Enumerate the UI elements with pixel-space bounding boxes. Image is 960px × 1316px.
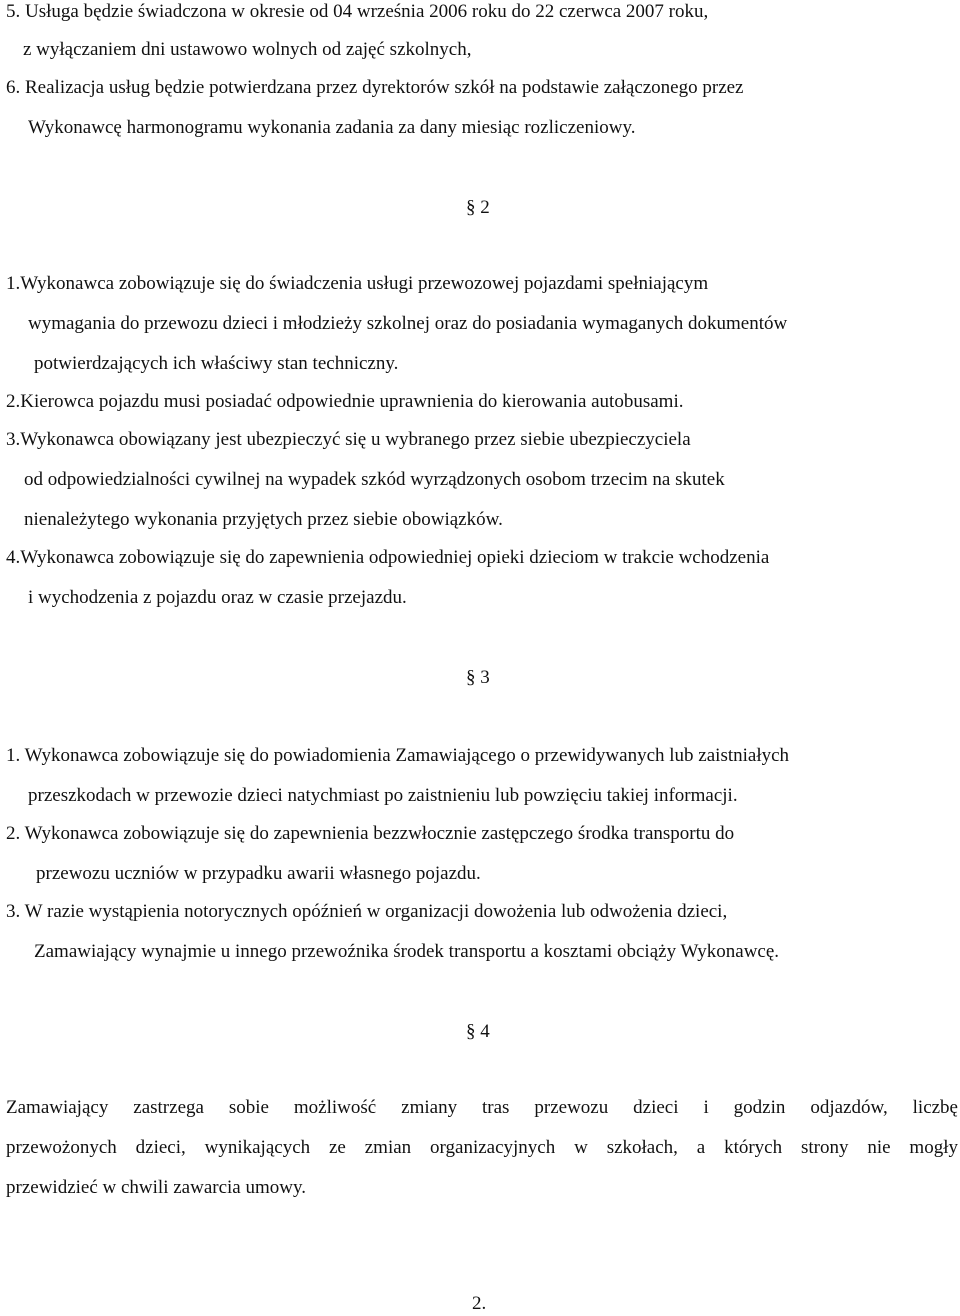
section-3-heading: § 3 [466,667,490,688]
section-4-heading: § 4 [466,1021,490,1042]
item-6-line-1: 6. Realizacja usług będzie potwierdzana przez dyrektorów szkół na podstawie załączonego przez [6,77,744,98]
section-4-line-2: przewożonych dzieci, wynikających ze zmian organizacyjnych w szkołach, a których strony nie mogły [6,1137,958,1158]
section-2-point-3-line-3: nienależytego wykonania przyjętych przez siebie obowiązków. [24,509,503,530]
section-2-point-4-line-1: 4.Wykonawca zobowiązuje się do zapewnienia odpowiedniej opieki dzieciom w trakcie wchodzenia [6,547,770,568]
section-4-line-1: Zamawiający zastrzega sobie możliwość zmiany tras przewozu dzieci i godzin odjazdów, liczbę [6,1097,958,1118]
section-3-point-1-line-2: przeszkodach w przewozie dzieci natychmiast po zaistnieniu lub powzięciu takiej informacji. [28,785,738,806]
page-number: 2. [472,1293,487,1314]
section-2-point-1-line-2: wymagania do przewozu dzieci i młodzieży szkolnej oraz do posiadania wymaganych dokumentów [28,313,788,334]
section-3-point-2-line-2: przewozu uczniów w przypadku awarii własnego pojazdu. [36,863,481,884]
section-2-point-4-line-2: i wychodzenia z pojazdu oraz w czasie przejazdu. [28,587,407,608]
section-2-point-2-line-1: 2.Kierowca pojazdu musi posiadać odpowiednie uprawnienia do kierowania autobusami. [6,391,684,412]
section-2-point-3-line-1: 3.Wykonawca obowiązany jest ubezpieczyć się u wybranego przez siebie ubezpieczyciela [6,429,691,450]
section-3-point-3-line-1: 3. W razie wystąpienia notorycznych opóźnień w organizacji dowożenia lub odwożenia dzieci, [6,901,728,922]
section-2-point-1-line-1: 1.Wykonawca zobowiązuje się do świadczenia usługi przewozowej pojazdami spełniającym [6,273,709,294]
section-2-point-3-line-2: od odpowiedzialności cywilnej na wypadek szkód wyrządzonych osobom trzecim na skutek [24,469,725,490]
section-3-point-3-line-2: Zamawiający wynajmie u innego przewoźnika środek transportu a kosztami obciąży Wykonawcę. [34,941,780,962]
item-5-line-2: z wyłączaniem dni ustawowo wolnych od zajęć szkolnych, [23,39,472,60]
item-6-line-2: Wykonawcę harmonogramu wykonania zadania za dany miesiąc rozliczeniowy. [28,117,636,138]
section-2-point-1-line-3: potwierdzających ich właściwy stan techniczny. [34,353,399,374]
section-3-point-1-line-1: 1. Wykonawca zobowiązuje się do powiadomienia Zamawiającego o przewidywanych lub zaistniałych [6,745,790,766]
item-5-line-1: 5. Usługa będzie świadczona w okresie od 04 września 2006 roku do 22 czerwca 2007 roku, [6,1,709,22]
section-3-point-2-line-1: 2. Wykonawca zobowiązuje się do zapewnienia bezzwłocznie zastępczego środka transportu do [6,823,735,844]
section-4-line-3: przewidzieć w chwili zawarcia umowy. [6,1177,306,1198]
section-2-heading: § 2 [466,197,490,218]
